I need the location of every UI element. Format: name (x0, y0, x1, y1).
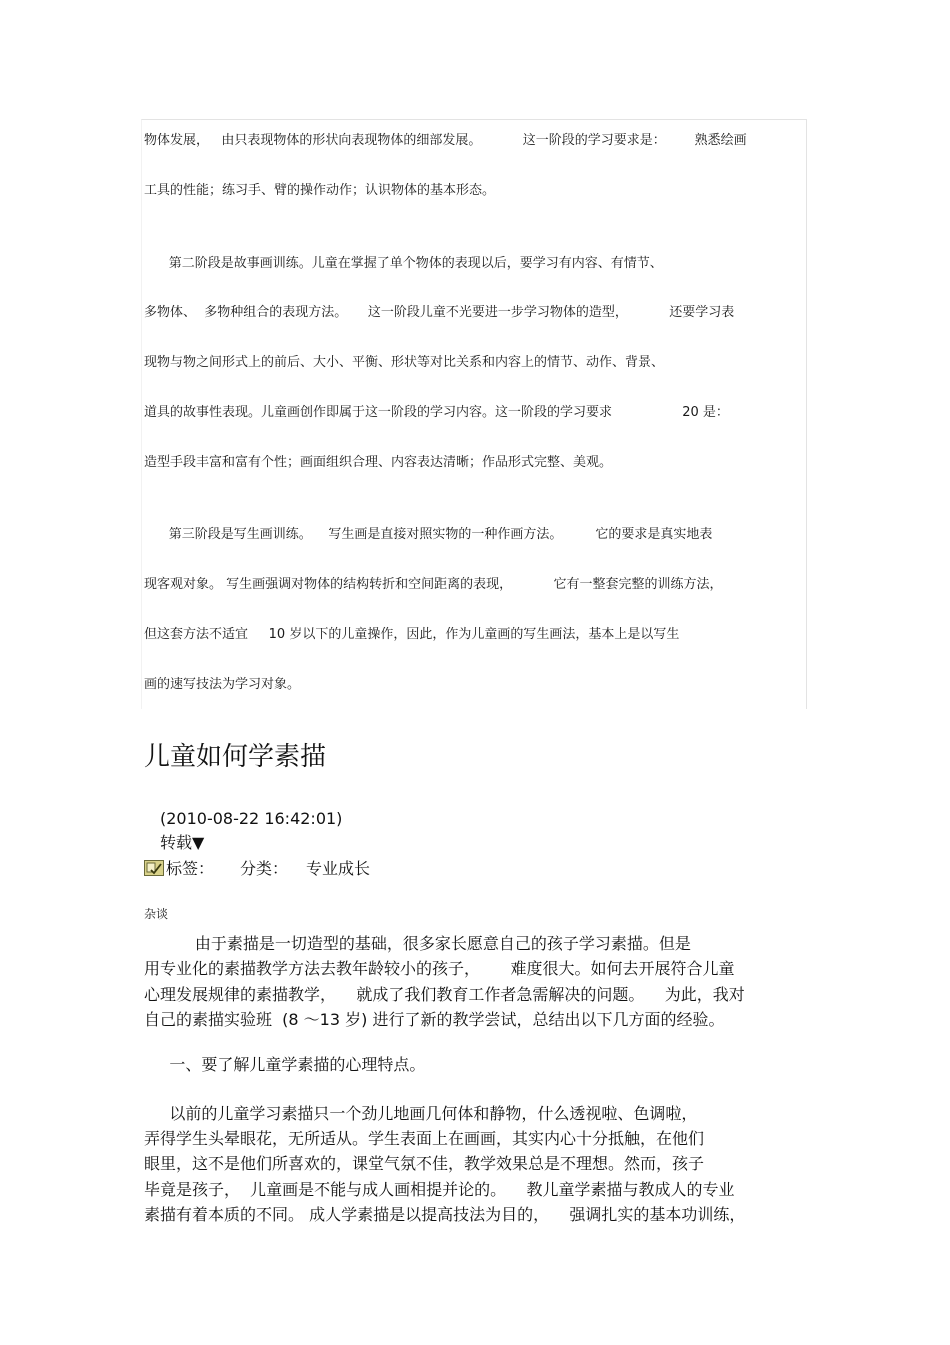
article-line: 眼里，这不是他们所喜欢的，课堂气氛不佳，教学效果总是不理想。然而，孩子 (144, 1154, 705, 1173)
category-label: 分类： (240, 859, 289, 878)
tag-icon (144, 860, 164, 876)
excerpt-line: 工具的性能；练习手、臂的操作动作；认识物体的基本形态。 (144, 183, 496, 198)
excerpt-line: 物体发展， 由只表现物体的形状向表现物体的细部发展。 这一阶段的学习要求是： 熟悉绘画 (144, 133, 747, 148)
excerpt-line: 第二阶段是故事画训练。儿童在掌握了单个物体的表现以后，要学习有内容、有情节、 (144, 256, 663, 271)
article-datetime: (2010-08-22 16:42:01) (160, 809, 343, 828)
article-line: 心理发展规律的素描教学， 就成了我们教育工作者急需解决的问题。 为此，我对 (144, 985, 745, 1004)
article-line: 素描有着本质的不同。 成人学素描是以提高技法为目的， 强调扎实的基本功训练， (144, 1205, 746, 1224)
category-link[interactable]: 专业成长 (306, 859, 371, 878)
article-title: 儿童如何学素描 (144, 742, 327, 772)
article-line: 毕竟是孩子， 儿童画是不能与成人画相提并论的。 教儿童学素描与教成人的专业 (144, 1180, 735, 1199)
excerpt-line: 多物体、 多物种组合的表现方法。 这一阶段儿童不光要进一步学习物体的造型， 还要学习表 (144, 305, 735, 320)
article-line: 以前的儿童学习素描只一个劲儿地画几何体和静物，什么透视啦、色调啦， (144, 1104, 698, 1123)
article-line: 弄得学生头晕眼花，无所适从。学生表面上在画画，其实内心十分抵触，在他们 (144, 1129, 705, 1148)
excerpt-line: 第三阶段是写生画训练。 写生画是直接对照实物的一种作画方法。 它的要求是真实地表 (144, 527, 713, 542)
excerpt-line: 画的速写技法为学习对象。 (144, 677, 301, 692)
excerpt-line: 现客观对象。 写生画强调对物体的结构转折和空间距离的表现， 它有一整套完整的训练方法， (144, 577, 723, 592)
excerpt-line: 现物与物之间形式上的前后、大小、平衡、形状等对比关系和内容上的情节、动作、背景、 (144, 355, 665, 370)
article-section-heading: 一、要了解儿童学素描的心理特点。 (144, 1055, 426, 1074)
repost-toggle[interactable]: 转载▼ (160, 833, 205, 852)
tag-label: 标签： (166, 859, 215, 878)
excerpt-line: 道具的故事性表现。儿童画创作即属于这一阶段的学习内容。这一阶段的学习要求 20 是： (144, 405, 729, 420)
article-line: 用专业化的素描教学方法去教年龄较小的孩子， 难度很大。如何去开展符合儿童 (144, 959, 735, 978)
excerpt-line: 造型手段丰富和富有个性；画面组织合理、内容表达清晰；作品形式完整、美观。 (144, 455, 613, 470)
excerpt-line: 但这套方法不适宜 10 岁以下的儿童操作，因此，作为儿童画的写生画法，基本上是以写生 (144, 627, 680, 642)
article-line: 由于素描是一切造型的基础，很多家长愿意自己的孩子学习素描。但是 (144, 934, 691, 953)
tag-link[interactable]: 杂谈 (144, 907, 169, 921)
article-line: 自己的素描实验班 (8 ～13 岁) 进行了新的教学尝试，总结出以下几方面的经验。 (144, 1010, 725, 1029)
